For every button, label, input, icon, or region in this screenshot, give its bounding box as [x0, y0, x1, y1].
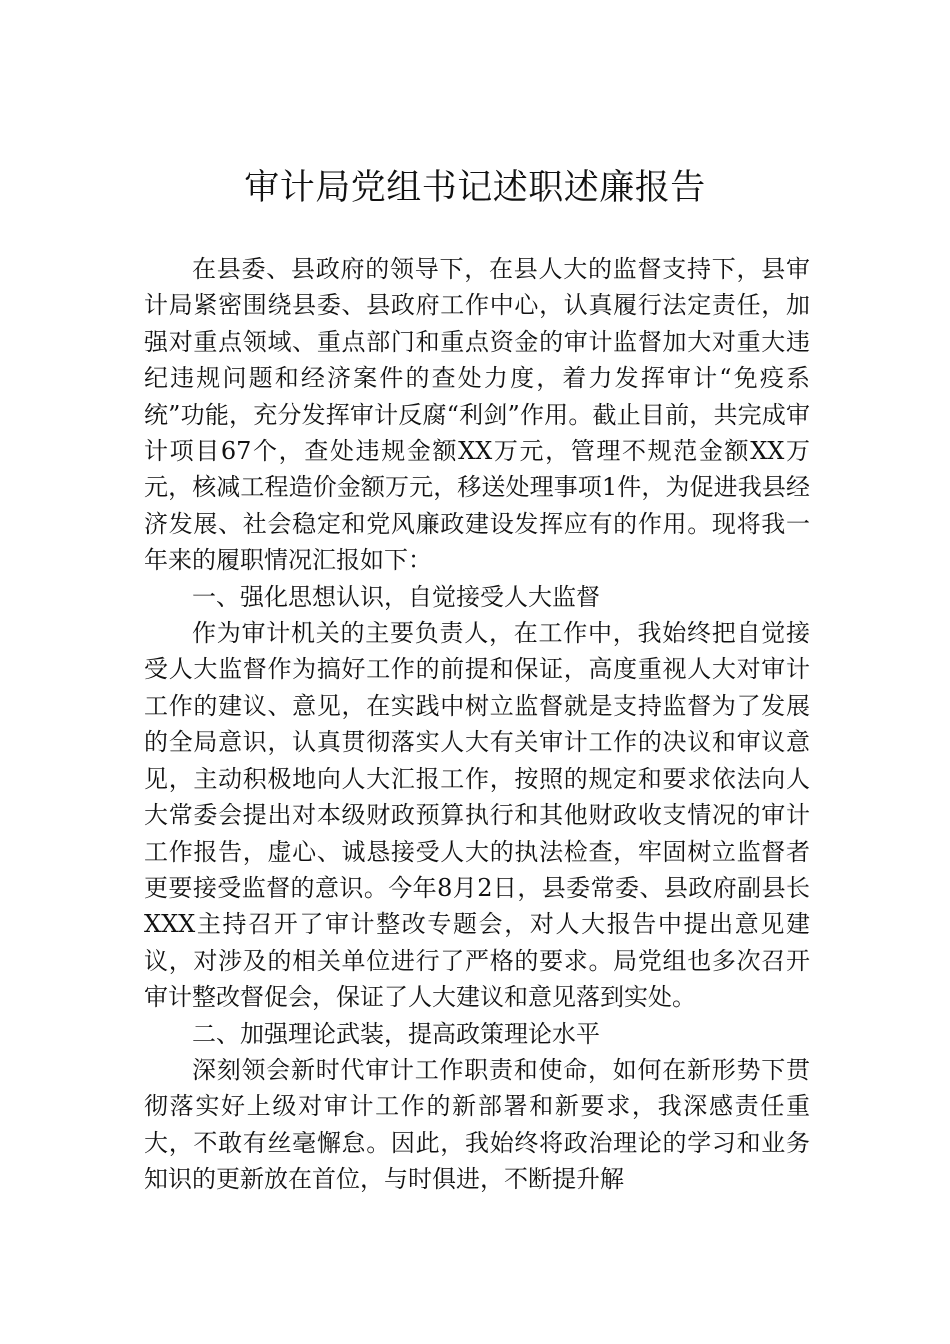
section-heading-1: 一、强化思想认识，自觉接受人大监督 [192, 582, 600, 611]
document-body [144, 251, 810, 1198]
document-title: 审计局党组书记述职述廉报告 [244, 168, 706, 208]
section-paragraph-2: 深刻领会新时代审计工作职责和使命，如何在新形势下贯彻落实好上级对审计工作的新部署和新要求，我深感责任重大，不敢有丝毫懈怠。因此，我始终将政治理论的学习和业务知识的更新放在首位，与时俱进，不断提升解 [144, 1055, 810, 1194]
intro-paragraph: 在县委、县政府的领导下，在县人大的监督支持下，县审计局紧密围绕县委、县政府工作中心，认真履行法定责任，加强对重点领域、重点部门和重点资金的审计监督加大对重大违纪违规问题和经济案件的查处力度，着力发挥审计“免疫系统”功能，充分发挥审计反腐“利剑”作用。截止目前，共完成审计项目67个，查处违规金额XX万元，管理不规范金额XX万元，核减工程造价金额万元，移送处理事项1件，为促进我县经济发展、社会稳定和党风廉政建设发挥应有的作用。现将我一年来的履职情况汇报如下： [144, 255, 810, 575]
section-heading-2: 二、加强理论武装，提高政策理论水平 [192, 1019, 600, 1048]
section-paragraph-1: 作为审计机关的主要负责人，在工作中，我始终把自觉接受人大监督作为搞好工作的前提和保证，高度重视人大对审计工作的建议、意见，在实践中树立监督就是支持监督为了发展的全局意识，认真贯彻落实人大有关审计工作的决议和审议意见，主动积极地向人大汇报工作，按照的规定和要求依法向人大常委会提出对本级财政预算执行和其他财政收支情况的审计工作报告，虚心、诚恳接受人大的执法检查，牢固树立监督者更要接受监督的意识。今年8月2日，县委常委、县政府副县长XXX主持召开了审计整改专题会，对人大报告中提出意见建议，对涉及的相关单位进行了严格的要求。局党组也多次召开审计整改督促会，保证了人大建议和意见落到实处。 [144, 619, 810, 1012]
